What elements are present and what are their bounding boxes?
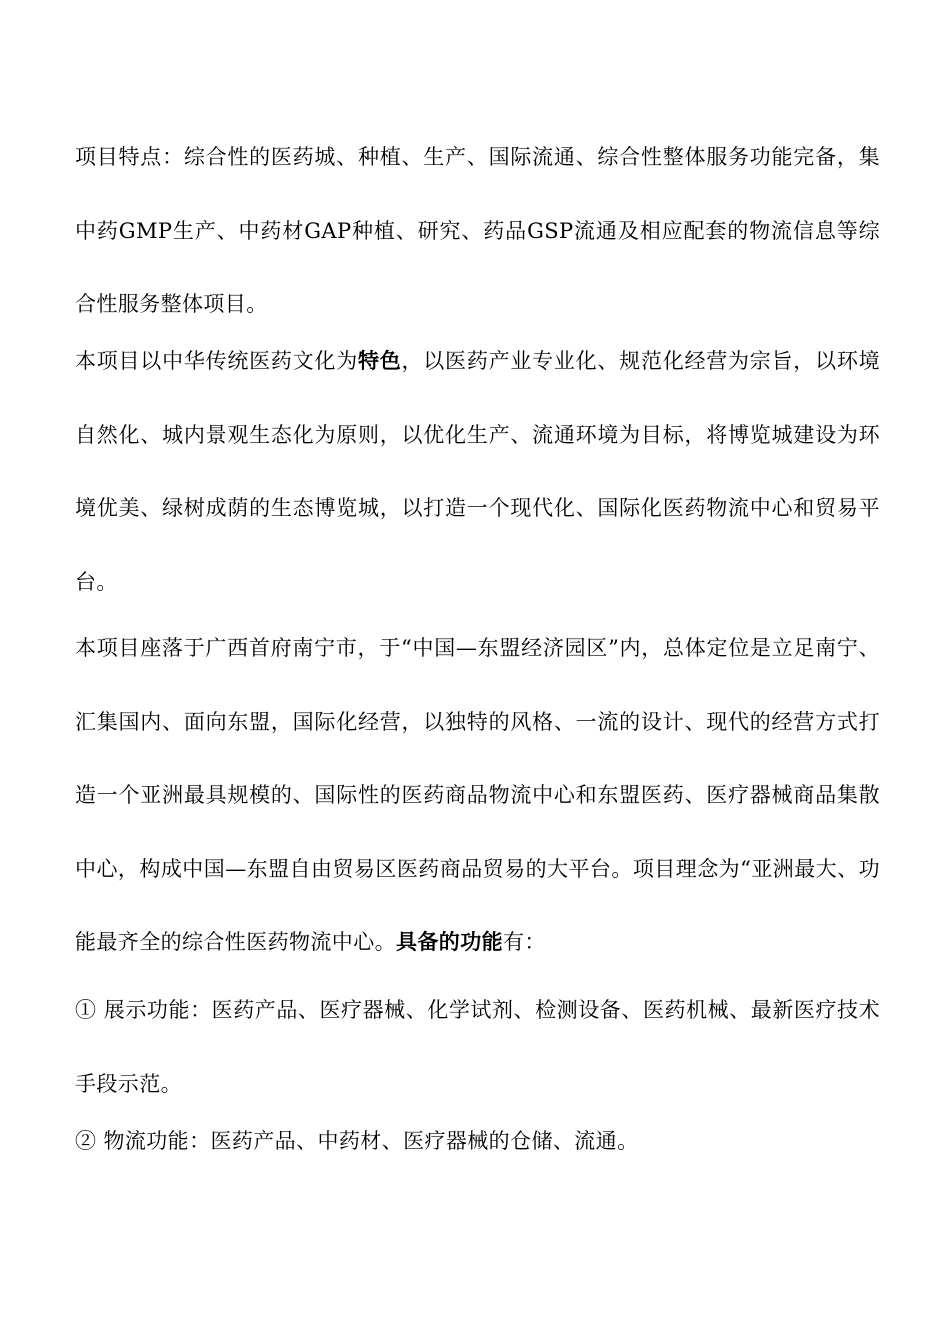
- paragraph-project-location: [75, 612, 880, 980]
- paragraph-project-positioning: [75, 325, 880, 619]
- text-segment: ① 展示功能：医药产品、医疗器械、化学试剂、检测设备、医药机械、最新医疗技术手段示范。: [75, 998, 880, 1096]
- bold-text-segment: 特色: [357, 349, 402, 373]
- list-item-logistics-function: [75, 1105, 880, 1179]
- text-segment: 有：: [503, 930, 546, 954]
- list-item-display-function: [75, 974, 880, 1121]
- text-segment: 项目特点：综合性的医药城、种植、生产、国际流通、综合性整体服务功能完备，集中药GMP生产、中药材GAP种植、研究、药品GSP流通及相应配套的物流信息等综合性服务整体项目。: [75, 145, 880, 316]
- text-segment: 本项目座落于广西首府南宁市，于“中国—东盟经济园区”内，总体定位是立足南宁、汇集国内、面向东盟，国际化经营，以独特的风格、一流的设计、现代的经营方式打造一个亚洲最具规模的、国际性的医药商品物流中心和东盟医药、医疗器械商品集散中心，构成中国—东盟自由贸易区医药商品贸易的大平台。项目理念为“亚洲最大、功能最齐全的综合性医药物流中心。: [75, 636, 880, 954]
- text-segment: 本项目以中华传统医药文化为: [75, 349, 358, 373]
- text-segment: ，以医药产业专业化、规范化经营为宗旨，以环境自然化、城内景观生态化为原则，以优化生产、流通环境为目标，将博览城建设为环境优美、绿树成荫的生态博览城，以打造一个现代化、国际化医药物流中心和贸易平台。: [75, 349, 880, 594]
- bold-text-segment: 具备的功能: [396, 930, 503, 954]
- text-segment: ② 物流功能：医药产品、中药材、医疗器械的仓储、流通。: [75, 1129, 639, 1153]
- paragraph-project-features: [75, 121, 880, 342]
